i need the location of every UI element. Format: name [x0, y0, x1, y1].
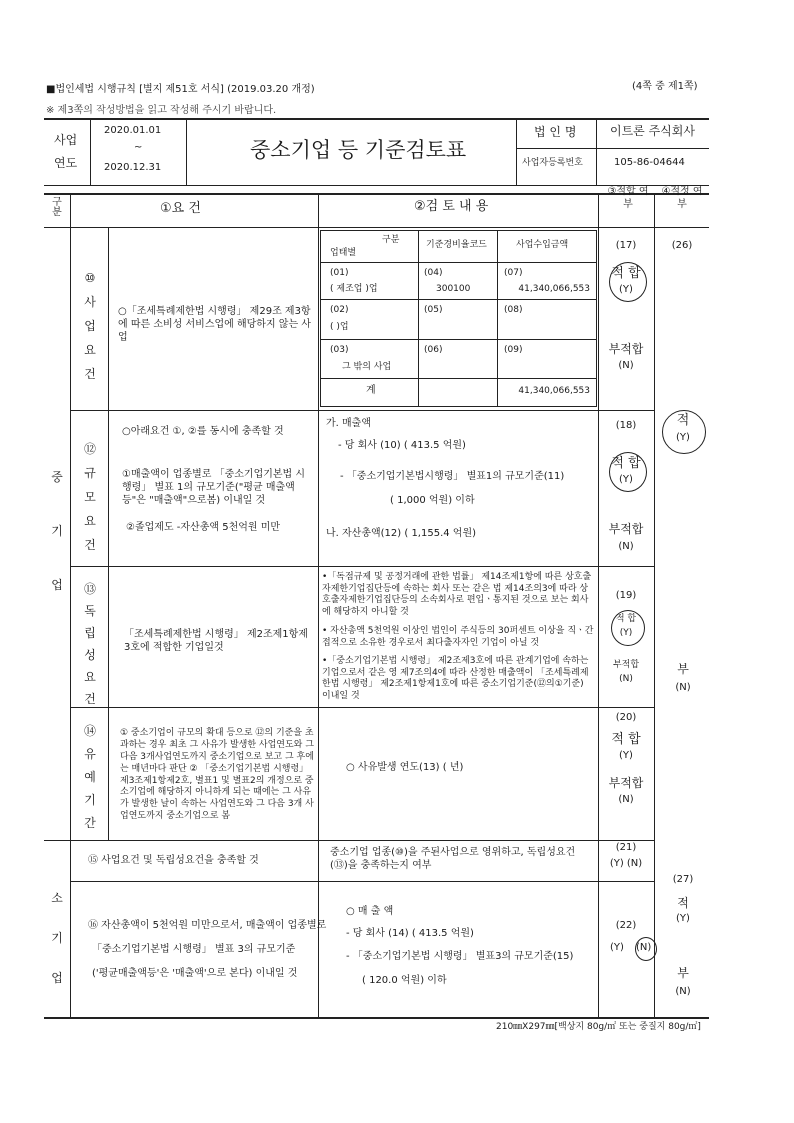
r1-no: (01)	[330, 268, 349, 278]
r2-type: ( )업	[330, 322, 349, 332]
small2-rev-4: ( 120.0 억원) 이하	[362, 975, 447, 986]
col4-small-no-label: 부	[677, 966, 689, 980]
small1-requirement: ⑮ 사업요건 및 독립성요건을 충족할 것	[88, 855, 259, 866]
col-header-fit: ③적합 여부	[607, 186, 649, 210]
scale-fit-no-n: (N)	[618, 541, 634, 552]
r1-code-no: (04)	[424, 268, 443, 278]
scale-fit-no-label: 부적합	[608, 522, 644, 536]
r3-amt-no: (09)	[504, 345, 523, 355]
col4-sme-no-label: 부	[677, 662, 689, 676]
page-info: (4쪽 중 제1쪽)	[632, 81, 698, 92]
total-amount: 41,340,066,553	[518, 386, 590, 396]
biz-no-label: 사업자등록번호	[522, 158, 583, 168]
col-header-requirement: ①요 건	[160, 201, 201, 216]
small2-req-1: ⑯ 자산총액이 5천억원 미만으로서, 매출액이 업종별로	[88, 920, 327, 931]
row-label-scale: ⑫규모요건	[83, 442, 96, 552]
r3-code-no: (06)	[424, 345, 443, 355]
scale-rev-a: 가. 매출액	[326, 418, 371, 429]
col4-small-yes: 적	[677, 896, 689, 910]
col4-sme-yes-y: (Y)	[676, 432, 690, 443]
r1-type: ( 제조업 )업	[330, 284, 378, 294]
corp-name-label: 법 인 명	[534, 125, 577, 139]
grace-fit-no: (20)	[615, 712, 637, 723]
r2-code-no: (05)	[424, 305, 443, 315]
inner-header-code: 기준경비율코드	[426, 240, 487, 250]
scale-fit-yes: 적 합	[611, 456, 641, 471]
regulation-text: ■법인세법 시행규칙 [별지 제51호 서식] (2019.03.20 개정)	[46, 84, 315, 95]
r1-amount: 41,340,066,553	[518, 284, 590, 294]
section-label-small: 소 기 업	[51, 891, 63, 985]
independence-rev-1: •「독점규제 및 공정거래에 관한 법률」 제14조제1항에 따른 상호출자제한기업집단등에 속하는 회사 또는 같은 법 제14조의3에 따라 상호출자제한기업집단등의 소속회사로 편입ㆍ통지된 것으로 보는 회사에 해당하지 아니할 것	[322, 572, 592, 618]
col4-sme-yes: 적	[676, 413, 690, 428]
r3-no: (03)	[330, 345, 349, 355]
business-fit-yes-y: (Y)	[619, 284, 633, 295]
paper-spec-footer: 210㎜X297㎜[백상지 80g/㎡ 또는 중질지 80g/㎡]	[496, 1022, 701, 1032]
instruction-text: ※ 제3쪽의 작성방법을 읽고 작성해 주시기 바랍니다.	[46, 105, 277, 116]
scale-fit-no: (18)	[615, 420, 637, 431]
r3-type: 그 밖의 사업	[342, 362, 392, 372]
col4-sme-no-n: (N)	[675, 682, 691, 693]
small2-rev-2: - 당 회사 (14) ( 413.5 억원)	[346, 928, 474, 939]
r2-no: (02)	[330, 305, 349, 315]
small1-fit-no: (21)	[615, 842, 637, 853]
independence-requirement: 「조세특례제한법 시행령」 제2조제1항제3호에 적합한 기업일것	[124, 629, 308, 653]
independence-fit-no: (19)	[615, 590, 637, 601]
independence-fit-yes: 적 합	[615, 614, 637, 624]
independence-rev-3: •「중소기업기본법 시행령」 제2조제3호에 따른 관계기업에 속하는 기업으로서 같은 영 제7조의4에 따라 산정한 매출액이 「조세특례제한법 시행령」 제2조제1항제1호에 따른 중소기업기준(⑫의①기준) 이내일 것	[322, 656, 589, 702]
col-header-fit2: ④적정 여부	[661, 186, 703, 210]
scale-req-3: ②졸업제도 -자산총액 5천억원 미만	[126, 522, 281, 533]
grace-fit-no-n: (N)	[618, 794, 634, 805]
r1-code: 300100	[436, 284, 471, 294]
business-fit-yes: 적 합	[611, 266, 641, 281]
r2-amt-no: (08)	[504, 305, 523, 315]
independence-rev-2: • 자산총액 5천억원 이상인 법인이 주식등의 30퍼센트 이상을 직ㆍ간접적으로 소유한 경우로서 최다출자자인 기업이 아닐 것	[322, 626, 594, 648]
col-header-category: 구 분	[52, 197, 62, 218]
row-label-business: ⑩사업요건	[84, 271, 96, 381]
small2-fit-n: (N)	[636, 942, 652, 953]
business-fit-no-n: (N)	[618, 360, 634, 371]
inner-header-type: 업태별	[330, 248, 357, 258]
business-requirement: ○「조세특례제한법 시행령」 제29조 제3항에 따른 소비성 서비스업에 해당하지 않는 사업	[118, 306, 311, 343]
fiscal-date-start: 2020.01.01	[104, 125, 162, 136]
col4-small-no: (27)	[672, 874, 694, 885]
grace-fit-yes: 적 합	[611, 732, 641, 747]
r1-amt-no: (07)	[504, 268, 523, 278]
col4-business-no: (26)	[671, 240, 693, 251]
scale-rev-b: 나. 자산총액(12) ( 1,155.4 억원)	[326, 528, 477, 539]
small2-fit-y: (Y)	[610, 942, 624, 953]
corp-name: 이트론 주식회사	[610, 124, 695, 138]
small2-rev-1: ○ 매 출 액	[346, 906, 394, 917]
fiscal-label-2: 연도	[54, 156, 78, 170]
fiscal-date-sep: ~	[134, 142, 143, 153]
biz-no: 105-86-04644	[614, 157, 685, 168]
independence-fit-yes-y: (Y)	[619, 628, 633, 638]
scale-rev-a2: - 「중소기업기본법시행령」 별표1의 규모기준(11)	[340, 471, 565, 482]
independence-fit-no-label: 부적합	[612, 660, 640, 670]
scale-fit-yes-y: (Y)	[619, 474, 633, 485]
col-header-review: ②검 토 내 용	[414, 199, 489, 214]
fiscal-date-end: 2020.12.31	[104, 162, 162, 173]
small1-fit-yn: (Y) (N)	[609, 858, 643, 869]
small2-req-3: ('평균매출액등'은 '매출액'으로 본다) 이내일 것	[92, 968, 298, 979]
grace-requirement: ① 중소기업이 규모의 확대 등으로 ⑫의 기준을 초과하는 경우 최초 그 사유가 발생한 사업연도와 그 다음 3개사업연도까지 중소기업으로 보고 그 후에는 매년마다 판단 ② 「중소기업기본법 시행령」 제3조제1항제2호, 별표1 및 별표2의 개정으로 중소기업에 해당하지 아니하게 되는 때에는 그 사유가 발생한 날이 속하는 사업연도와 그 다음 3개 사업연도까지 중소기업으로 봄	[120, 728, 314, 822]
small2-req-2: 「중소기업기본법 시행령」 별표 3의 규모기준	[92, 944, 296, 955]
business-fit-no: (17)	[615, 240, 637, 251]
scale-rev-a1: - 당 회사 (10) ( 413.5 억원)	[338, 440, 466, 451]
small2-fit-no: (22)	[615, 920, 637, 931]
inner-header-amount: 사업수입금액	[516, 240, 569, 250]
page-title: 중소기업 등 기준검토표	[250, 138, 467, 162]
row-label-grace: ⑭유예기간	[83, 724, 96, 830]
small2-rev-3: - 「중소기업기본법 시행령」 별표3의 규모기준(15)	[346, 951, 574, 962]
small1-review: 중소기업 업종(⑩)을 주된사업으로 영위하고, 독립성요건(⑬)을 충족하는지 여부	[330, 847, 576, 871]
business-fit-no-label: 부적합	[608, 342, 644, 356]
total-label: 계	[366, 385, 376, 396]
inner-header-kind: 구분	[382, 235, 400, 245]
col4-small-yes-y: (Y)	[676, 913, 690, 924]
scale-req-2: ①매출액이 업종별로 「중소기업기본법 시행령」 별표 1의 규모기준("평균 매출액등"은 "매출액"으로봄) 이내일 것	[122, 469, 306, 506]
scale-rev-a3: ( 1,000 억원) 이하	[390, 495, 475, 506]
grace-review: ○ 사유발생 연도(13) ( 년)	[346, 762, 464, 773]
grace-fit-no-label: 부적합	[608, 776, 644, 790]
independence-fit-no-n: (N)	[619, 674, 633, 684]
row-label-independence: ⑬독립성요건	[83, 582, 96, 706]
col4-small-no-n: (N)	[675, 986, 691, 997]
fiscal-label-1: 사업	[54, 133, 78, 147]
scale-req-1: ○아래요건 ①, ②를 동시에 충족할 것	[122, 426, 284, 437]
grace-fit-yes-y: (Y)	[619, 750, 633, 761]
section-label-sme: 중 기 업	[51, 470, 63, 592]
